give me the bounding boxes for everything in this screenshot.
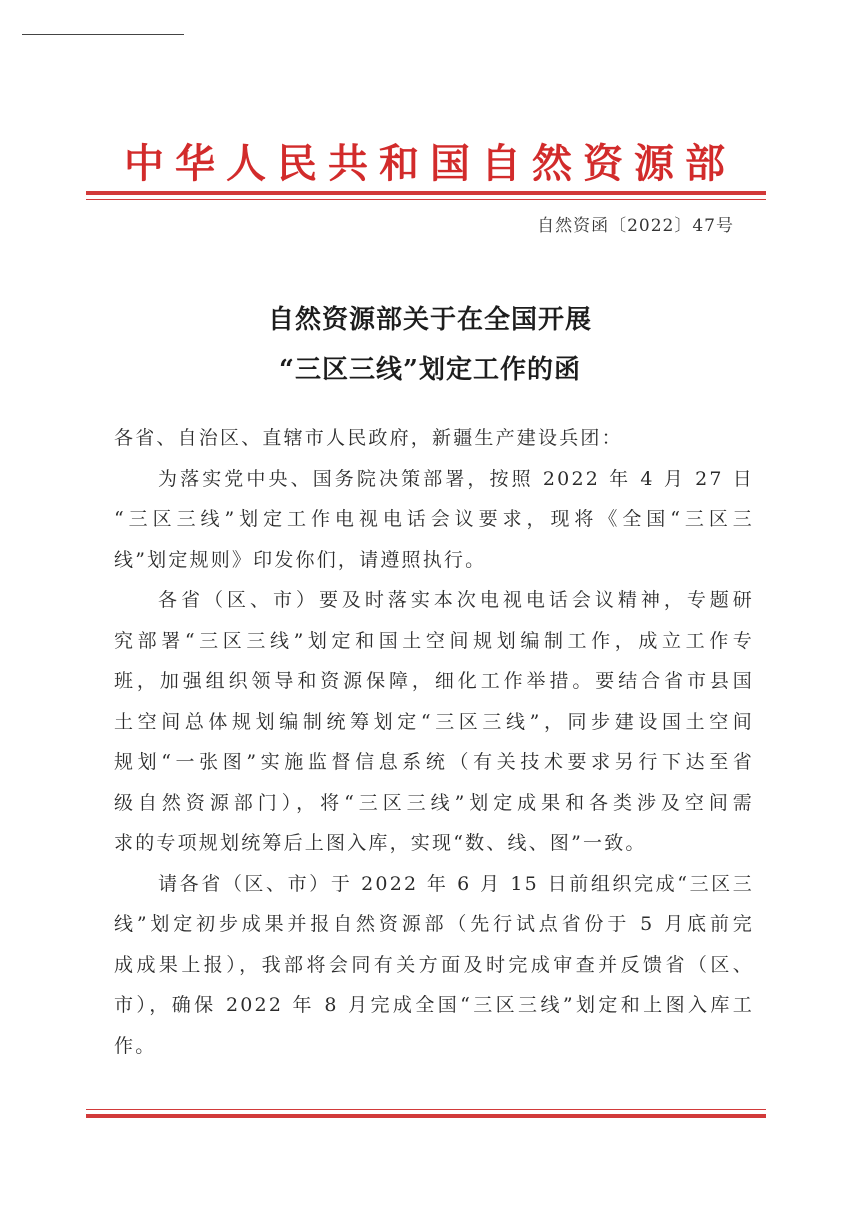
header-red-rule-thin	[86, 199, 766, 200]
footer-red-rule-thick	[86, 1114, 766, 1118]
paragraph-1-line-2: “三区三线”划定工作电视电话会议要求，现将《全国“三区三	[114, 508, 754, 530]
paragraph-2-line-2: 究部署“三区三线”划定和国土空间规划编制工作，成立工作专	[114, 629, 754, 652]
paragraph-3-line-2: 线”划定初步成果并报自然资源部（先行试点省份于 5 月底前完	[114, 913, 754, 935]
body	[114, 418, 754, 1066]
paragraph-3-line-4: 市），确保 2022 年 8 月完成全国“三区三线”划定和上图入库工	[114, 994, 754, 1016]
scan-edge-line	[22, 34, 184, 35]
salutation: 各省、自治区、直辖市人民政府，新疆生产建设兵团：	[114, 427, 623, 449]
paragraph-2-line-6: 级自然资源部门），将“三区三线”划定成果和各类涉及空间需	[114, 791, 754, 814]
footer-red-rule-thin	[86, 1109, 766, 1110]
header-red-rule-thick	[86, 191, 766, 195]
paragraph-2-line-1: 各省（区、市）要及时落实本次电视电话会议精神，专题研	[158, 589, 754, 611]
issuing-agency-header: 中华人民共和国自然资源部	[124, 140, 736, 187]
paragraph-2-line-4: 土空间总体规划编制统筹划定“三区三线”，同步建设国土空间	[114, 710, 754, 733]
paragraph-3-line-3: 成成果上报），我部将会同有关方面及时完成审查并反馈省（区、	[114, 953, 754, 976]
paragraph-2-line-3: 班，加强组织领导和资源保障，细化工作举措。要结合省市县国	[114, 670, 754, 692]
document-title-line-1: 自然资源部关于在全国开展	[267, 305, 592, 335]
paragraph-3-line-5: 作。	[114, 1034, 157, 1057]
paragraph-1-line-3: 线”划定规则》印发你们，请遵照执行。	[114, 548, 487, 571]
document-number: 自然资函〔2022〕47号	[537, 216, 734, 236]
paragraph-1-line-1: 为落实党中央、国务院决策部署，按照 2022 年 4 月 27 日	[158, 467, 754, 490]
paragraph-2-line-5: 规划“一张图”实施监督信息系统（有关技术要求另行下达至省	[114, 751, 754, 773]
paragraph-2-line-7: 求的专项规划统筹后上图入库，实现“数、线、图”一致。	[114, 832, 647, 854]
document-title-line-2: “三区三线”划定工作的函	[279, 355, 581, 385]
paragraph-3-line-1: 请各省（区、市）于 2022 年 6 月 15 日前组织完成“三区三	[158, 872, 754, 895]
